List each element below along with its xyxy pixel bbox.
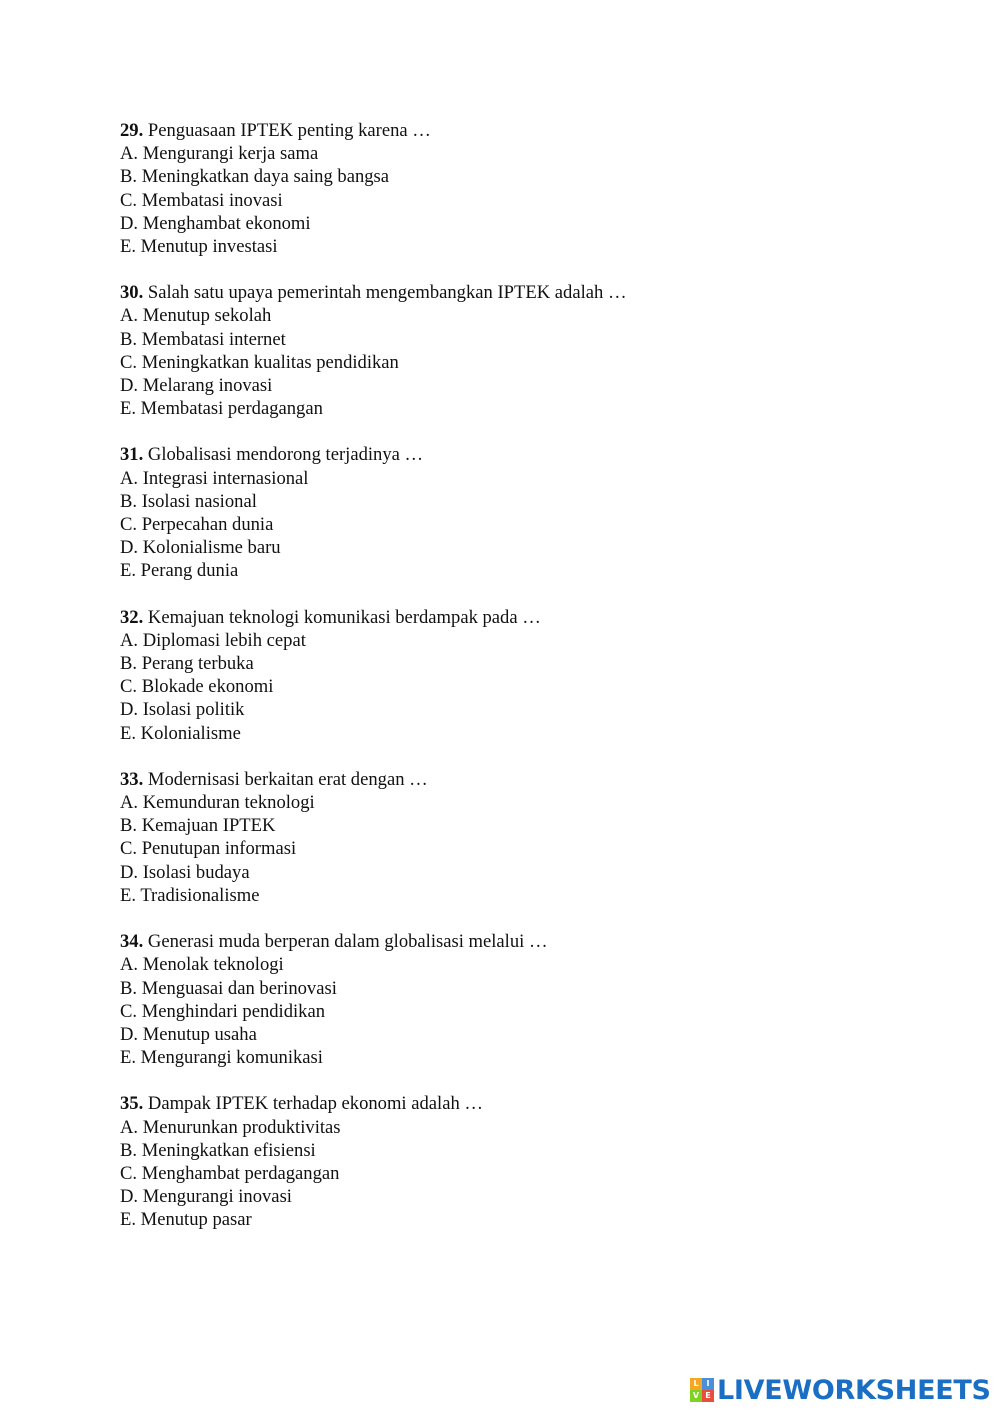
option-b[interactable]: B. Kemajuan IPTEK [120,815,276,837]
option-a[interactable]: A. Integrasi internasional [120,467,309,489]
option-a[interactable]: A. Menurunkan produktivitas [120,1116,341,1138]
logo-cell: V [690,1390,702,1402]
option-c[interactable]: C. Blokade ekonomi [120,676,274,698]
option-b[interactable]: B. Perang terbuka [120,653,254,675]
option-a[interactable]: A. Kemunduran teknologi [120,792,315,814]
option-d[interactable]: D. Melarang inovasi [120,375,273,397]
question-text: Modernisasi berkaitan erat dengan … [147,768,428,790]
question-stem [120,930,920,953]
question-text: Kemajuan teknologi komunikasi berdampak pada … [147,606,541,628]
question-number: 29. [120,120,144,141]
option-e[interactable]: E. Menutup investasi [120,236,278,258]
question-stem [120,119,920,142]
option-e[interactable]: E. Kolonialisme [120,722,241,744]
question-29 [120,119,920,258]
logo-cell: E [702,1390,714,1402]
question-31 [120,443,920,582]
question-stem [120,281,920,304]
option-e[interactable]: E. Membatasi perdagangan [120,398,323,420]
question-stem [120,768,920,791]
option-c[interactable]: C. Membatasi inovasi [120,189,283,211]
question-number: 35. [120,1093,144,1115]
logo-cell: I [702,1378,714,1390]
option-e[interactable]: E. Perang dunia [120,560,239,582]
question-number: 33. [120,768,144,790]
option-d[interactable]: D. Kolonialisme baru [120,537,281,559]
option-b[interactable]: B. Meningkatkan efisiensi [120,1139,316,1161]
option-e[interactable]: E. Menutup pasar [120,1209,252,1231]
option-c[interactable]: C. Menghindari pendidikan [120,1000,326,1022]
option-d[interactable]: D. Menghambat ekonomi [120,212,311,234]
option-c[interactable]: C. Penutupan informasi [120,838,297,860]
brand-name: LIVEWORKSHEETS [717,1374,991,1406]
question-number: 34. [120,931,144,953]
question-text: Penguasaan IPTEK penting karena … [147,120,431,141]
liveworksheets-logo [690,1374,991,1406]
question-30 [120,281,920,420]
option-a[interactable]: A. Diplomasi lebih cepat [120,629,306,651]
option-e[interactable]: E. Tradisionalisme [120,884,260,906]
question-35 [120,1092,920,1231]
question-stem [120,606,920,629]
option-a[interactable]: A. Mengurangi kerja sama [120,143,319,165]
option-a[interactable]: A. Menutup sekolah [120,305,272,327]
question-text: Globalisasi mendorong terjadinya … [147,444,424,466]
question-number: 32. [120,606,144,628]
liveworksheets-icon [690,1378,714,1402]
question-text: Dampak IPTEK terhadap ekonomi adalah … [147,1093,484,1115]
option-e[interactable]: E. Mengurangi komunikasi [120,1047,323,1069]
option-b[interactable]: B. Membatasi internet [120,328,286,350]
option-d[interactable]: D. Isolasi budaya [120,861,250,883]
option-d[interactable]: D. Mengurangi inovasi [120,1186,292,1208]
option-c[interactable]: C. Perpecahan dunia [120,514,274,536]
logo-cell: L [690,1378,702,1390]
question-number: 31. [120,444,144,466]
question-34 [120,930,920,1069]
question-stem [120,1092,920,1115]
option-b[interactable]: B. Meningkatkan daya saing bangsa [120,166,390,188]
question-stem [120,443,920,466]
question-number: 30. [120,282,144,304]
option-c[interactable]: C. Menghambat perdagangan [120,1162,340,1184]
option-a[interactable]: A. Menolak teknologi [120,954,284,976]
question-text: Generasi muda berperan dalam globalisasi melalui … [147,931,548,953]
question-33 [120,768,920,907]
option-b[interactable]: B. Menguasai dan berinovasi [120,977,337,999]
question-text: Salah satu upaya pemerintah mengembangkan IPTEK adalah … [147,282,627,304]
option-d[interactable]: D. Menutup usaha [120,1023,257,1045]
option-b[interactable]: B. Isolasi nasional [120,490,257,512]
question-32 [120,606,920,745]
option-c[interactable]: C. Meningkatkan kualitas pendidikan [120,351,399,373]
option-d[interactable]: D. Isolasi politik [120,699,245,721]
worksheet-body [120,119,920,1255]
